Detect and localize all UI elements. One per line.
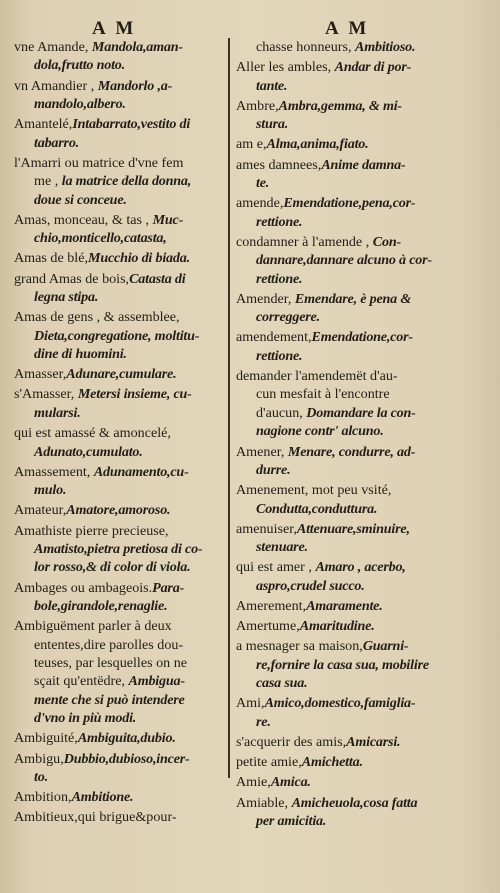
entry-line bbox=[236, 156, 488, 174]
french-headword: Ambigu, bbox=[14, 750, 64, 767]
dictionary-entry bbox=[236, 233, 488, 288]
french-headword: Ambages ou ambageois. bbox=[14, 579, 153, 596]
right-column bbox=[236, 38, 488, 832]
dictionary-entry bbox=[236, 443, 488, 480]
dictionary-entry bbox=[236, 97, 488, 134]
entry-line bbox=[14, 463, 222, 481]
dictionary-entry bbox=[236, 617, 488, 635]
italian-gloss: doue si conceue. bbox=[34, 191, 127, 208]
dictionary-entry bbox=[14, 579, 222, 616]
italian-gloss: Attenuare,sminuire, bbox=[296, 520, 410, 537]
french-headword: sçait qu'entëdre, bbox=[34, 673, 129, 690]
entry-line bbox=[236, 794, 488, 812]
italian-gloss: d'vno in più modi. bbox=[34, 710, 137, 727]
dictionary-entry bbox=[14, 750, 222, 787]
entry-line bbox=[236, 461, 488, 479]
entry-line bbox=[14, 211, 222, 229]
entry-line bbox=[236, 558, 488, 576]
dictionary-entry bbox=[236, 58, 488, 95]
italian-gloss: Ambiguita,dubio. bbox=[77, 730, 176, 747]
entry-line bbox=[14, 229, 222, 247]
italian-gloss: Amicheuola,cosa fatta bbox=[291, 794, 418, 811]
italian-gloss: per amicitia. bbox=[256, 812, 327, 829]
italian-gloss: Domandare la con- bbox=[306, 404, 416, 421]
italian-gloss: chio,monticello,catasta, bbox=[34, 230, 167, 247]
italian-gloss: dola,frutto noto. bbox=[34, 57, 125, 74]
entry-line bbox=[236, 520, 488, 538]
column-divider bbox=[228, 38, 230, 778]
italian-gloss: Amichetta. bbox=[301, 754, 363, 771]
entry-line bbox=[236, 422, 488, 440]
entry-line bbox=[14, 385, 222, 403]
french-headword: Amerement, bbox=[236, 597, 307, 614]
entry-line bbox=[236, 443, 488, 461]
italian-gloss: rettione. bbox=[256, 213, 303, 230]
italian-gloss: Catasta di bbox=[129, 270, 186, 287]
entry-line bbox=[236, 656, 488, 674]
dictionary-entry bbox=[14, 154, 222, 209]
entry-line bbox=[236, 597, 488, 615]
french-headword: qui est amer , bbox=[236, 559, 316, 576]
italian-gloss: Amaramente. bbox=[306, 597, 383, 614]
french-headword: Amathiste pierre precieuse, bbox=[14, 522, 169, 539]
entry-line bbox=[14, 365, 222, 383]
entry-line bbox=[236, 308, 488, 326]
entry-line bbox=[236, 500, 488, 518]
italian-gloss: la matrice della donna, bbox=[61, 173, 192, 190]
entry-line bbox=[236, 115, 488, 133]
italian-gloss: Amicarsi. bbox=[346, 733, 401, 750]
italian-gloss: Amico,domestico,famiglia- bbox=[264, 695, 416, 712]
italian-gloss: te. bbox=[256, 175, 270, 192]
italian-gloss: Emendatione,cor- bbox=[311, 329, 413, 346]
entry-line bbox=[14, 77, 222, 95]
left-column bbox=[14, 38, 222, 829]
italian-gloss: re. bbox=[256, 713, 271, 730]
dictionary-entry bbox=[14, 729, 222, 747]
entry-line bbox=[14, 424, 222, 442]
french-headword: Ambiguëment parler à deux bbox=[14, 618, 172, 635]
entry-line bbox=[14, 788, 222, 806]
french-headword: qui est amassé & amoncelé, bbox=[14, 425, 171, 442]
italian-gloss: Andar di por- bbox=[334, 59, 412, 76]
italian-gloss: legna stipa. bbox=[34, 289, 99, 306]
entry-line bbox=[14, 95, 222, 113]
dictionary-entry bbox=[236, 367, 488, 441]
entry-line bbox=[14, 56, 222, 74]
entry-line bbox=[236, 213, 488, 231]
entry-line bbox=[236, 404, 488, 422]
italian-gloss: Dubbio,dubioso,incer- bbox=[63, 750, 190, 767]
dictionary-entry bbox=[236, 156, 488, 193]
entry-line bbox=[236, 538, 488, 556]
italian-gloss: Amaritudine. bbox=[299, 618, 375, 635]
entry-line bbox=[236, 251, 488, 269]
entry-line bbox=[236, 270, 488, 288]
entry-line bbox=[14, 540, 222, 558]
dictionary-entry bbox=[14, 424, 222, 461]
french-headword: a mesnager sa maison, bbox=[236, 638, 363, 655]
italian-gloss: stenuare. bbox=[256, 539, 308, 556]
dictionary-entry bbox=[14, 385, 222, 422]
italian-gloss: Amatisto,pietra pretiosa di co- bbox=[34, 540, 203, 557]
italian-gloss: Anime damna- bbox=[321, 156, 406, 173]
dictionary-entry bbox=[236, 194, 488, 231]
entry-line bbox=[236, 328, 488, 346]
italian-gloss: mulo. bbox=[34, 482, 67, 499]
italian-gloss: lor rosso,& di color di viola. bbox=[34, 559, 191, 576]
entry-line bbox=[14, 481, 222, 499]
italian-gloss: Amaro , acerbo, bbox=[315, 559, 406, 576]
entry-line bbox=[14, 750, 222, 768]
italian-gloss: Condutta,conduttura. bbox=[256, 500, 378, 517]
entry-line bbox=[14, 327, 222, 345]
entry-line bbox=[14, 501, 222, 519]
italian-gloss: Adunamento,cu- bbox=[93, 463, 189, 480]
entry-line bbox=[236, 674, 488, 692]
dictionary-entry bbox=[14, 788, 222, 806]
entry-line bbox=[236, 174, 488, 192]
italian-gloss: Adunare,cumulare. bbox=[66, 366, 177, 383]
italian-gloss: dannare,dannare alcuno à cor- bbox=[256, 252, 432, 269]
french-headword: ententes,dire parolles dou- bbox=[34, 636, 184, 653]
french-headword: Ambre, bbox=[236, 97, 279, 114]
entry-line bbox=[14, 172, 222, 190]
italian-gloss: rettione. bbox=[256, 347, 303, 364]
dictionary-entry bbox=[236, 794, 488, 831]
entry-line bbox=[14, 404, 222, 422]
italian-gloss: Guarni- bbox=[362, 638, 409, 655]
italian-gloss: Mandorlo ,a- bbox=[97, 77, 173, 94]
italian-gloss: casa sua. bbox=[256, 675, 308, 692]
dictionary-entry bbox=[236, 135, 488, 153]
entry-line bbox=[236, 753, 488, 771]
entry-line bbox=[236, 713, 488, 731]
french-headword: Amas, monceau, & tas , bbox=[14, 211, 153, 228]
entry-line bbox=[14, 443, 222, 461]
entry-line bbox=[236, 577, 488, 595]
entry-line bbox=[14, 522, 222, 540]
italian-gloss: Intabarrato,vestito di bbox=[72, 116, 191, 133]
italian-gloss: Mandola,aman- bbox=[91, 39, 183, 55]
french-headword: Amener, bbox=[236, 443, 288, 460]
entry-line bbox=[14, 154, 222, 172]
french-headword: Amasser, bbox=[14, 366, 67, 383]
italian-gloss: Ambitioso. bbox=[355, 39, 416, 55]
french-headword: grand Amas de bois, bbox=[14, 270, 130, 287]
french-headword: Aller les ambles, bbox=[236, 59, 335, 76]
french-headword: Ambiguité, bbox=[14, 730, 78, 747]
italian-gloss: Ambra,gemma, & mi- bbox=[278, 97, 402, 114]
entry-line bbox=[236, 773, 488, 791]
italian-gloss: Alma,anima,fiato. bbox=[266, 136, 369, 153]
dictionary-entry bbox=[14, 38, 222, 75]
italian-gloss: nagione contr' alcuno. bbox=[256, 423, 384, 440]
french-headword: Ambition, bbox=[14, 789, 72, 806]
dictionary-entry bbox=[14, 808, 222, 826]
entry-line bbox=[236, 58, 488, 76]
italian-gloss: re,fornire la casa sua, mobilire bbox=[256, 656, 429, 673]
french-headword: l'Amarri ou matrice d'vne fem bbox=[14, 154, 184, 171]
italian-gloss: Emendare, è pena & bbox=[294, 290, 412, 307]
french-headword: d'aucun, bbox=[256, 404, 307, 421]
entry-line bbox=[14, 191, 222, 209]
dictionary-entry bbox=[236, 558, 488, 595]
dictionary-entry bbox=[14, 249, 222, 267]
french-headword: Amenement, mot peu vsité, bbox=[236, 482, 392, 499]
entry-line bbox=[14, 617, 222, 635]
entry-line bbox=[236, 733, 488, 751]
italian-gloss: Adunato,cumulato. bbox=[34, 443, 143, 460]
italian-gloss: tante. bbox=[256, 77, 288, 94]
entry-line bbox=[14, 288, 222, 306]
dictionary-entry bbox=[236, 753, 488, 771]
entry-line bbox=[14, 115, 222, 133]
entry-line bbox=[236, 77, 488, 95]
entry-line bbox=[14, 672, 222, 690]
french-headword: Amiable, bbox=[236, 794, 292, 811]
french-headword: ames damnees, bbox=[236, 156, 322, 173]
dictionary-entry bbox=[14, 365, 222, 383]
italian-gloss: durre. bbox=[256, 461, 291, 478]
dictionary-entry bbox=[14, 617, 222, 727]
italian-gloss: mularsi. bbox=[34, 404, 81, 421]
italian-gloss: dine di huomini. bbox=[34, 346, 127, 363]
french-headword: Amas de gens , & assemblee, bbox=[14, 309, 180, 326]
italian-gloss: correggere. bbox=[256, 309, 320, 326]
french-headword: amendement, bbox=[236, 329, 312, 346]
italian-gloss: Mucchio di biada. bbox=[87, 250, 190, 267]
dictionary-entry bbox=[14, 501, 222, 519]
dictionary-entry bbox=[236, 290, 488, 327]
italian-gloss: bole,girandole,renaglie. bbox=[34, 597, 168, 614]
italian-gloss: Para- bbox=[152, 579, 185, 596]
entry-line bbox=[236, 38, 488, 56]
running-header-right: A M bbox=[325, 18, 370, 39]
dictionary-entry bbox=[14, 77, 222, 114]
dictionary-entry bbox=[14, 211, 222, 248]
dictionary-entry bbox=[236, 733, 488, 751]
entry-line bbox=[236, 617, 488, 635]
french-headword: Amateur, bbox=[14, 502, 67, 519]
entry-line bbox=[236, 290, 488, 308]
entry-line bbox=[14, 636, 222, 654]
french-headword: Amender, bbox=[236, 290, 295, 307]
dictionary-entry bbox=[236, 637, 488, 692]
italian-gloss: stura. bbox=[256, 116, 289, 133]
dictionary-entry bbox=[14, 522, 222, 577]
entry-line bbox=[14, 579, 222, 597]
entry-line bbox=[14, 808, 222, 826]
french-headword: vn Amandier , bbox=[14, 77, 98, 94]
dictionary-entry bbox=[236, 694, 488, 731]
dictionary-entry bbox=[236, 773, 488, 791]
french-headword: Amassement, bbox=[14, 463, 94, 480]
italian-gloss: Menare, condurre, ad- bbox=[287, 443, 416, 460]
french-headword: Amie, bbox=[236, 774, 271, 791]
entry-line bbox=[14, 597, 222, 615]
italian-gloss: Metersi insieme, cu- bbox=[77, 386, 192, 403]
italian-gloss: Muc- bbox=[152, 211, 184, 228]
entry-line bbox=[14, 345, 222, 363]
italian-gloss: Amica. bbox=[270, 774, 311, 791]
entry-line bbox=[236, 233, 488, 251]
entry-line bbox=[14, 709, 222, 727]
entry-line bbox=[236, 347, 488, 365]
dictionary-entry bbox=[14, 115, 222, 152]
french-headword: am e, bbox=[236, 136, 267, 153]
entry-line bbox=[14, 134, 222, 152]
italian-gloss: tabarro. bbox=[34, 134, 79, 151]
italian-gloss: Ambitione. bbox=[71, 789, 134, 806]
entry-line bbox=[236, 481, 488, 499]
french-headword: teuses, par lesquelles on ne bbox=[34, 654, 188, 671]
entry-line bbox=[14, 38, 222, 56]
french-headword: s'Amasser, bbox=[14, 386, 78, 403]
entry-line bbox=[236, 367, 488, 385]
dictionary-entry bbox=[236, 520, 488, 557]
french-headword: Amantelé, bbox=[14, 116, 73, 133]
entry-line bbox=[236, 812, 488, 830]
entry-line bbox=[236, 637, 488, 655]
italian-gloss: Dieta,congregatione, moltitu- bbox=[34, 327, 200, 344]
dictionary-entry bbox=[14, 270, 222, 307]
french-headword: me , bbox=[34, 173, 62, 190]
entry-line bbox=[14, 691, 222, 709]
entry-line bbox=[236, 694, 488, 712]
entry-line bbox=[14, 308, 222, 326]
french-headword: amenuiser, bbox=[236, 520, 297, 537]
running-header-left: A M bbox=[92, 18, 137, 39]
french-headword: petite amie, bbox=[236, 754, 302, 771]
french-headword: cun mesfait à l'encontre bbox=[256, 386, 390, 403]
italian-gloss: aspro,crudel succo. bbox=[256, 577, 365, 594]
entry-line bbox=[14, 270, 222, 288]
entry-line bbox=[236, 135, 488, 153]
italian-gloss: mente che si può intendere bbox=[34, 691, 185, 708]
entry-line bbox=[14, 654, 222, 672]
french-headword: Ambitieux,qui brigue&pour- bbox=[14, 809, 177, 826]
entry-line bbox=[14, 729, 222, 747]
entry-line bbox=[14, 558, 222, 576]
french-headword: s'acquerir des amis, bbox=[236, 733, 347, 750]
italian-gloss: Con- bbox=[372, 233, 401, 250]
french-headword: demander l'amendemët d'au- bbox=[236, 368, 398, 385]
french-headword: amende, bbox=[236, 195, 284, 212]
italian-gloss: to. bbox=[34, 768, 48, 785]
dictionary-entry bbox=[14, 463, 222, 500]
dictionary-entry bbox=[236, 597, 488, 615]
french-headword: condamner à l'amende , bbox=[236, 233, 373, 250]
italian-gloss: mandolo,albero. bbox=[34, 96, 126, 113]
entry-line bbox=[236, 385, 488, 403]
italian-gloss: Emendatione,pena,cor- bbox=[283, 195, 416, 212]
french-headword: Ami, bbox=[236, 695, 265, 712]
italian-gloss: Ambigua- bbox=[128, 673, 185, 690]
french-headword: vne Amande, bbox=[14, 39, 92, 55]
dictionary-entry bbox=[236, 481, 488, 518]
entry-line bbox=[14, 249, 222, 267]
entry-line bbox=[14, 768, 222, 786]
french-headword: Amas de blé, bbox=[14, 250, 88, 267]
entry-line bbox=[236, 194, 488, 212]
french-headword: Amertume, bbox=[236, 618, 300, 635]
french-headword: chasse honneurs, bbox=[256, 39, 356, 55]
italian-gloss: Amatore,amoroso. bbox=[66, 502, 171, 519]
italian-gloss: rettione. bbox=[256, 270, 303, 287]
dictionary-entry bbox=[236, 38, 488, 56]
dictionary-entry bbox=[236, 328, 488, 365]
dictionary-entry bbox=[14, 308, 222, 363]
entry-line bbox=[236, 97, 488, 115]
